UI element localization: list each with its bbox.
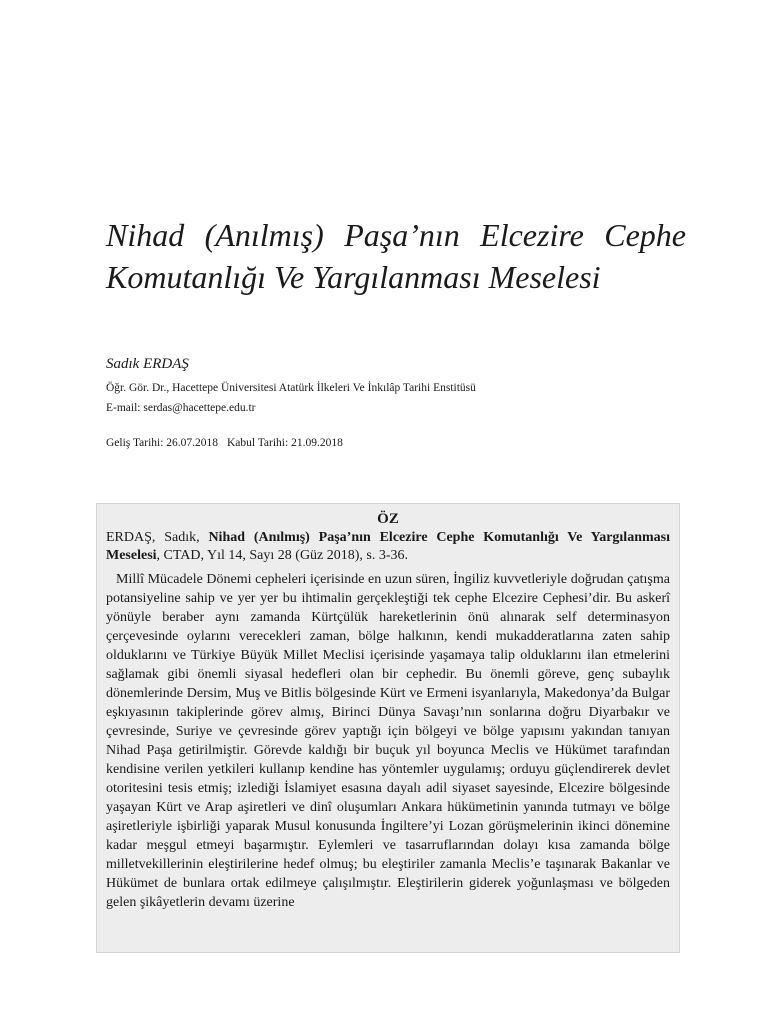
- received-date: Geliş Tarihi: 26.07.2018: [106, 437, 219, 449]
- article-title: Nihad (Anılmış) Paşa’nın Elcezire Cephe Komutanlığı Ve Yargılanması Meselesi: [106, 217, 686, 295]
- submission-dates: [106, 437, 349, 449]
- citation-prefix: ERDAŞ, Sadık,: [106, 530, 209, 545]
- author-name: Sadık ERDAŞ: [106, 356, 189, 372]
- citation-title: Nihad (Anılmış) Paşa’nın Elcezire Cephe Komutanlığı Ve Yargılanması Meselesi: [106, 530, 670, 563]
- abstract-text: Millî Mücadele Dönemi cepheleri içerisinde en uzun süren, İngiliz kuvvetleriyle doğrudan çatışma potansiyeline sahip ve yer yer bu ihtimalin gerçekleştiği tek cephe Elcezire Cephesi’dir. Bu askerî yönüyle beraber aynı zamanda Kürtçülük hareketlerinin önü alınarak self determinasyon çerçevesinde oylarını verecekleri zaman, bölge halkının, kendi mukadderatlarına zaten sahip olduklarını ve Türkiye Büyük Millet Meclisi içerisinde yaşamaya talip olduklarını ilan etmelerini sağlamak gibi önemli siyasal hedefleri olan bir cephedir. Bu önemli göreve, genç subaylık dönemlerinde Dersim, Muş ve Bitlis bölgesinde Kürt ve Ermeni isyanlarıyla, Makedonya’da Bulgar eşkıyasının takiplerinde görev almış, Birinci Dünya Savaşı’nın sonlarına doğru Diyarbakır ve çevresinde, Suriye ve çevresinde görev yaptığı için bölgeyi ve bölge yapısını yakından tanıyan Nihad Paşa getirilmiştir. Görevde kaldığı bir buçuk yıl boyunca Meclis ve Hükümet tarafından kendisine verilen yetkileri kullanıp kendine has yöntemler uygulamış; orduyu güçlendirerek devlet otoritesini tesis etmiş; izlediği İslamiyet esasına dayalı adil siyaset sayesinde, Elcezire bölgesinde yaşayan Kürt ve Arap aşiretleri ve dinî oluşumları Ankara hükümetinin yanında tutmayı ve bölge aşiretleriyle işbirliği yaparak Musul konusunda İngiltere’yi Lozan görüşmelerinin ikinci dönemine kadar meşgul etmeyi başarmıştır. Eylemleri ve tasarruflarından dolayı kısa zamanda bölge milletvekillerinin eleştirilerine hedef olmuş; bu eleştiriler zamanla Meclis’e taşınarak Bakanlar ve Hükümet de bunlara ortak edilmeye çalışılmıştır. Eleştirilerin giderek yoğunlaşması ve bölgeden gelen şikâyetlerin devamı üzerine: [106, 572, 670, 910]
- author-email: E-mail: serdas@hacettepe.edu.tr: [106, 402, 256, 414]
- accepted-date: Kabul Tarihi: 21.09.2018: [226, 437, 343, 449]
- abstract-heading: ÖZ: [377, 511, 399, 527]
- citation-suffix: , CTAD, Yıl 14, Sayı 28 (Güz 2018), s. 3-36.: [156, 548, 409, 563]
- citation: [106, 529, 670, 565]
- author-affiliation: Öğr. Gör. Dr., Hacettepe Üniversitesi Atatürk İlkeleri Ve İnkılâp Tarihi Enstitüsü: [106, 382, 476, 394]
- abstract-box: [96, 503, 680, 953]
